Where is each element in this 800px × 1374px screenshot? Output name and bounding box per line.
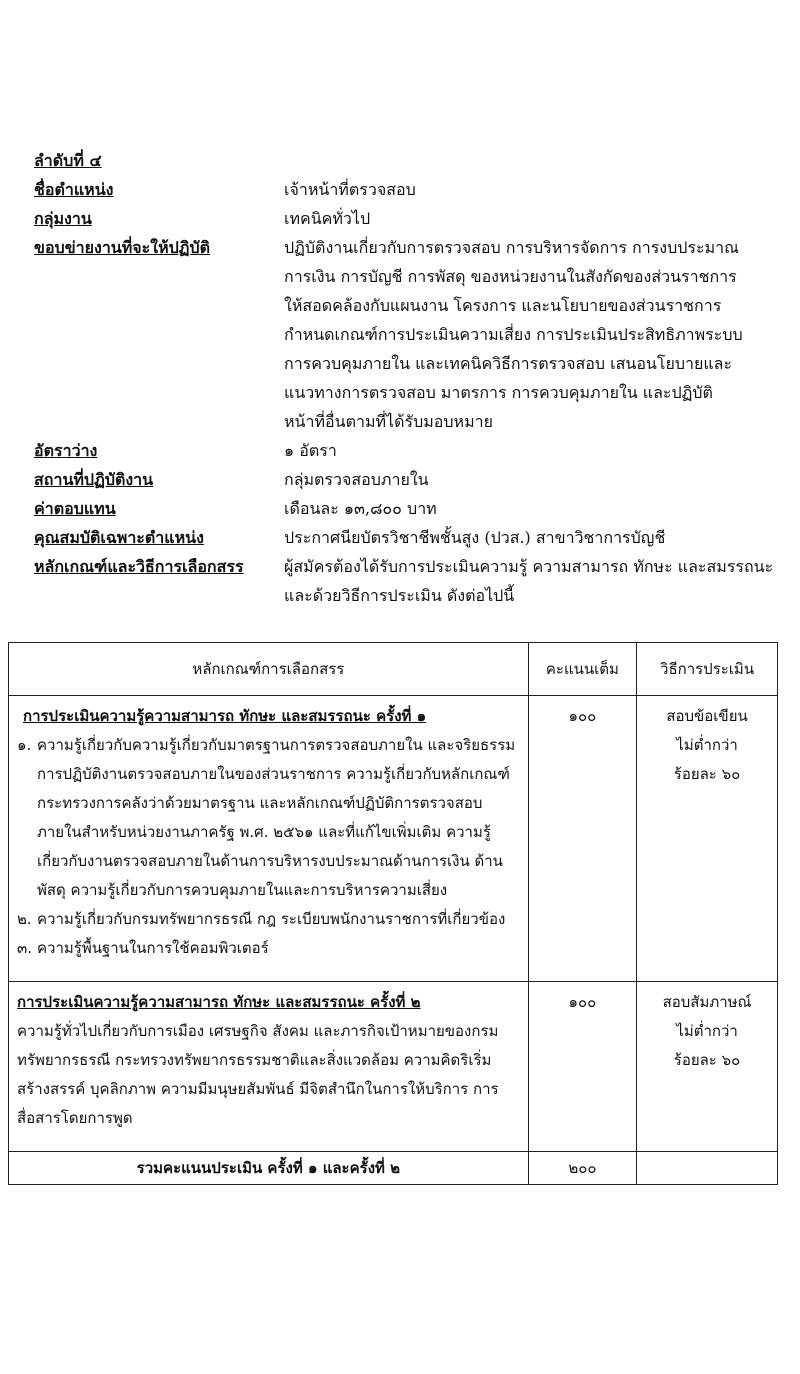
position-details xyxy=(34,146,790,610)
item-number: ๒. xyxy=(17,910,32,928)
item-text: ความรู้เกี่ยวกับความรู้เกี่ยวกับมาตรฐานการตรวจสอบภายใน และจริยธรรม การปฏิบัติงานตรวจสอบภายในของส่วนราชการ ความรู้เกี่ยวกับหลักเกณฑ์กระทรวงการคลังว่าด้วยมาตรฐาน และหลักเกณฑ์ปฏิบัติการตรวจสอบภายในสำหรับหน่วยงานภาครัฐ พ.ศ. ๒๕๖๑ และที่แก้ไขเพิ่มเติม ความรู้เกี่ยวกับงานตรวจสอบภายในด้านการบริหารงบประมาณด้านการเงิน ด้านพัสดุ ความรู้เกี่ยวกับการควบคุมภายในและการบริหารความเสี่ยง xyxy=(37,736,516,899)
field-value-line: การเงิน การบัญชี การพัสดุ ของหน่วยงานในสังกัดของส่วนราชการ xyxy=(284,267,737,286)
list-item xyxy=(17,905,520,934)
field-row-salary xyxy=(34,494,790,523)
field-value-line: หน้าที่อื่นตามที่ได้รับมอบหมาย xyxy=(284,412,493,431)
field-row-group xyxy=(34,204,790,233)
table-header-row xyxy=(9,643,778,696)
method-cell xyxy=(637,696,778,982)
field-label: ชื่อตำแหน่ง xyxy=(34,180,114,199)
field-value: กลุ่มตรวจสอบภายใน xyxy=(284,470,429,489)
list-item xyxy=(17,934,520,963)
section-title: การประเมินความรู้ความสามารถ ทักษะ และสมรรถนะ ครั้งที่ ๒ xyxy=(17,993,421,1011)
field-label: ค่าตอบแทน xyxy=(34,499,116,518)
method-line: สอบสัมภาษณ์ xyxy=(662,993,752,1011)
total-row xyxy=(9,1152,778,1185)
field-label: คุณสมบัติเฉพาะตำแหน่ง xyxy=(34,528,204,547)
field-label: อัตราว่าง xyxy=(34,441,98,460)
field-value-line: ผู้สมัครต้องได้รับการประเมินความรู้ ความสามารถ ทักษะ และสมรรถนะ xyxy=(284,557,774,576)
selection-criteria-table xyxy=(8,642,778,1185)
item-text: ความรู้เกี่ยวกับกรมทรัพยากรธรณี กฎ ระเบียบพนักงานราชการที่เกี่ยวข้อง xyxy=(37,910,506,928)
field-label: ขอบข่ายงานที่จะให้ปฏิบัติ xyxy=(34,238,211,257)
field-value-line: แนวทางการตรวจสอบ มาตรการ การควบคุมภายใน และปฏิบัติ xyxy=(284,383,713,402)
header-full-score: คะแนนเต็ม xyxy=(528,643,636,696)
item-number: ๓. xyxy=(17,939,33,957)
order-row xyxy=(34,146,790,175)
field-row-qualification xyxy=(34,523,790,552)
field-value-line: ปฏิบัติงานเกี่ยวกับการตรวจสอบ การบริหารจัดการ การงบประมาณ xyxy=(284,238,739,257)
section-text: ความรู้ทั่วไปเกี่ยวกับการเมือง เศรษฐกิจ สังคม และภารกิจเป้าหมายของกรมทรัพยากรธรณี กระทรวงทรัพยากรธรรมชาติและสิ่งแวดล้อม ความคิดริเริ่มสร้างสรรค์ บุคลิกภาพ ความมีมนุษยสัมพันธ์ มีจิตสำนึกในการให้บริการ การสื่อสารโดยการพูด xyxy=(17,1022,499,1127)
header-criteria: หลักเกณฑ์การเลือกสรร xyxy=(9,643,529,696)
field-value-line: ให้สอดคล้องกับแผนงาน โครงการ และนโยบายของส่วนราชการ xyxy=(284,296,722,315)
field-value-line: กำหนดเกณฑ์การประเมินความเสี่ยง การประเมินประสิทธิภาพระบบ xyxy=(284,325,743,344)
field-label: สถานที่ปฏิบัติงาน xyxy=(34,470,154,489)
field-value: เดือนละ ๑๓,๘๐๐ บาท xyxy=(284,499,437,518)
table-row xyxy=(9,696,778,982)
criteria-cell xyxy=(9,982,529,1152)
field-label: กลุ่มงาน xyxy=(34,209,92,228)
field-value: ประกาศนียบัตรวิชาชีพชั้นสูง (ปวส.) สาขาวิชาการบัญชี xyxy=(284,528,666,547)
section-title: การประเมินความรู้ความสามารถ ทักษะ และสมรรถนะ ครั้งที่ ๑ xyxy=(23,707,427,725)
score-cell: ๑๐๐ xyxy=(528,982,636,1152)
method-line: ร้อยละ ๖๐ xyxy=(673,765,741,783)
field-row-criteria xyxy=(34,552,790,610)
item-number: ๑. xyxy=(17,736,32,754)
method-line: สอบข้อเขียน xyxy=(666,707,748,725)
field-value: ๑ อัตรา xyxy=(284,441,337,460)
field-value-line: การควบคุมภายใน และเทคนิควิธีการตรวจสอบ เสนอนโยบายและ xyxy=(284,354,733,373)
score-cell: ๑๐๐ xyxy=(528,696,636,982)
field-row-scope xyxy=(34,233,790,436)
field-row-title xyxy=(34,175,790,204)
total-score: ๒๐๐ xyxy=(528,1152,636,1185)
method-cell xyxy=(637,982,778,1152)
field-label: หลักเกณฑ์และวิธีการเลือกสรร xyxy=(34,557,244,576)
field-row-workplace xyxy=(34,465,790,494)
table-row xyxy=(9,982,778,1152)
field-value: เจ้าหน้าที่ตรวจสอบ xyxy=(284,180,416,199)
item-text: ความรู้พื้นฐานในการใช้คอมพิวเตอร์ xyxy=(37,939,269,957)
total-method xyxy=(637,1152,778,1185)
field-row-vacancy xyxy=(34,436,790,465)
list-item xyxy=(17,731,520,905)
header-method: วิธีการประเมิน xyxy=(637,643,778,696)
total-label: รวมคะแนนประเมิน ครั้งที่ ๑ และครั้งที่ ๒ xyxy=(9,1152,529,1185)
field-value: เทคนิคทั่วไป xyxy=(284,209,371,228)
criteria-cell xyxy=(9,696,529,982)
method-line: ไม่ต่ำกว่า xyxy=(676,736,738,754)
order-label: ลำดับที่ ๔ xyxy=(34,151,102,170)
method-line: ร้อยละ ๖๐ xyxy=(673,1051,741,1069)
field-value-line: และด้วยวิธีการประเมิน ดังต่อไปนี้ xyxy=(284,586,515,605)
method-line: ไม่ต่ำกว่า xyxy=(676,1022,738,1040)
